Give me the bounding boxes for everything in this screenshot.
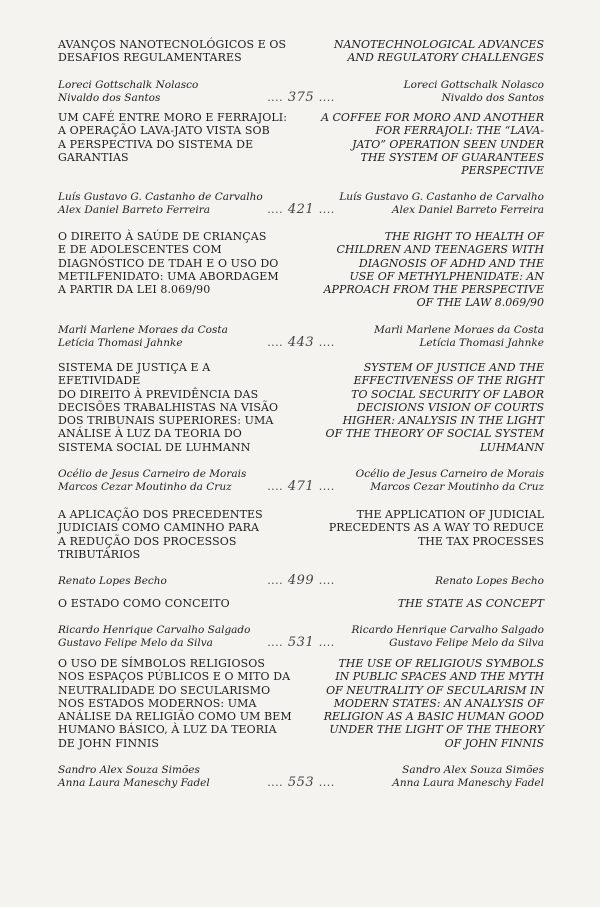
toc-entry [58, 657, 544, 790]
authors-english: Ricardo Henrique Carvalho Salgado Gustavo Felipe Melo da Silva [351, 624, 544, 650]
page-value: 375 [287, 89, 315, 105]
english-title: THE STATE AS CONCEPT [397, 597, 544, 610]
portuguese-title: A APLICAÇÃO DOS PRECEDENTES JUDICIAIS COMO CAMINHO PARA A REDUÇÃO DOS PROCESSOS TRIBUTÁRIOS [58, 508, 263, 561]
toc-entry [58, 230, 544, 350]
page-value: 471 [287, 479, 315, 495]
portuguese-title: UM CAFÉ ENTRE MORO E FERRAJOLI: A OPERAÇÃO LAVA-JATO VISTA SOB A PERSPECTIVA DO SISTEMA DE GARANTIAS [58, 111, 288, 164]
page-number [258, 90, 344, 105]
portuguese-title: AVANÇOS NANOTECNOLÓGICOS E OS DESAFIOS REGULAMENTARES [58, 38, 287, 65]
leader-dots: .... [267, 335, 284, 349]
leader-dots: .... [267, 574, 284, 588]
leader-dots: .... [267, 90, 284, 104]
english-title: THE APPLICATION OF JUDICIAL PRECEDENTS AS A WAY TO REDUCE THE TAX PROCESSES [328, 508, 544, 548]
english-title: SYSTEM OF JUSTICE AND THE EFFECTIVENESS OF THE RIGHT TO SOCIAL SECURITY OF LABOR DECISIONS VISION OF COURTS HIGHER: ANALYSIS IN THE LIGHT OF THE THEORY OF SOCIAL SYSTEM LUHMANN [325, 361, 544, 454]
page-value: 421 [287, 202, 315, 218]
english-title: NANOTECHNOLOGICAL ADVANCES AND REGULATORY CHALLENGES [333, 38, 544, 65]
page-value: 553 [287, 775, 315, 791]
toc-entry [58, 111, 544, 217]
page-number [258, 775, 344, 790]
toc-entry [58, 508, 544, 588]
page-number [258, 479, 344, 494]
authors-english: Sandro Alex Souza Simões Anna Laura Maneschy Fadel [392, 764, 544, 790]
authors-portuguese: Ricardo Henrique Carvalho Salgado Gustavo Felipe Melo da Silva [58, 624, 251, 650]
authors-english: Océlio de Jesus Carneiro de Morais Marcos Cezar Moutinho da Cruz [355, 468, 544, 494]
leader-dots: .... [318, 203, 335, 217]
authors-english: Renato Lopes Becho [435, 575, 544, 588]
portuguese-title: O ESTADO COMO CONCEITO [58, 597, 230, 610]
authors-english: Luís Gustavo G. Castanho de Carvalho Alex Daniel Barreto Ferreira [339, 191, 544, 217]
page-value: 531 [287, 635, 315, 651]
english-title: THE USE OF RELIGIOUS SYMBOLS IN PUBLIC SPACES AND THE MYTH OF NEUTRALITY OF SECULARISM IN MODERN STATES: AN ANALYSIS OF RELIGION AS A BASIC HUMAN GOOD UNDER THE LIGHT OF THE THEORY OF JOHN FINNIS [323, 657, 544, 750]
leader-dots: .... [267, 776, 284, 790]
page-value: 499 [287, 573, 315, 589]
leader-dots: .... [318, 335, 335, 349]
authors-portuguese: Luís Gustavo G. Castanho de Carvalho Alex Daniel Barreto Ferreira [58, 191, 263, 217]
authors-english: Loreci Gottschalk Nolasco Nivaldo dos Santos [403, 78, 544, 104]
leader-dots: .... [267, 203, 284, 217]
leader-dots: .... [318, 574, 335, 588]
toc-entry [58, 38, 544, 105]
authors-portuguese: Océlio de Jesus Carneiro de Morais Marcos Cezar Moutinho da Cruz [58, 468, 247, 494]
authors-english: Marli Marlene Moraes da Costa Letícia Thomasi Jahnke [374, 323, 544, 349]
portuguese-title: SISTEMA DE JUSTIÇA E A EFETIVIDADE DO DIREITO À PREVIDÊNCIA DAS DECISÕES TRABALHISTAS NA VISÃO DOS TRIBUNAIS SUPERIORES: UMA ANÁLISE À LUZ DA TEORIA DO SISTEMA SOCIAL DE LUHMANN [58, 361, 279, 454]
leader-dots: .... [318, 776, 335, 790]
leader-dots: .... [318, 90, 335, 104]
authors-portuguese: Marli Marlene Moraes da Costa Letícia Thomasi Jahnke [58, 323, 228, 349]
page-number [258, 335, 344, 350]
page-number [258, 573, 344, 588]
portuguese-title: O DIREITO À SAÚDE DE CRIANÇAS E DE ADOLESCENTES COM DIAGNÓSTICO DE TDAH E O USO DO METILFENIDATO: UMA ABORDAGEM A PARTIR DA LEI 8.069/90 [58, 230, 279, 297]
page-value: 443 [287, 334, 315, 350]
portuguese-title: O USO DE SÍMBOLOS RELIGIOSOS NOS ESPAÇOS PÚBLICOS E O MITO DA NEUTRALIDADE DO SECULARISMO NOS ESTADOS MODERNOS: UMA ANÁLISE DA RELIGIÃO COMO UM BEM HUMANO BÁSICO, À LUZ DA TEORIA DE JOHN FINNIS [58, 657, 292, 750]
toc-entry [58, 597, 544, 650]
leader-dots: .... [267, 480, 284, 494]
authors-portuguese: Renato Lopes Becho [58, 575, 167, 588]
leader-dots: .... [318, 480, 335, 494]
page-number [258, 202, 344, 217]
toc-entry [58, 361, 544, 494]
leader-dots: .... [267, 636, 284, 650]
english-title: THE RIGHT TO HEALTH OF CHILDREN AND TEENAGERS WITH DIAGNOSIS OF ADHD AND THE USE OF METHYLPHENIDATE: AN APPROACH FROM THE PERSPECTIVE OF THE LAW 8.069/90 [323, 230, 544, 310]
authors-portuguese: Loreci Gottschalk Nolasco Nivaldo dos Santos [58, 78, 199, 104]
leader-dots: .... [318, 636, 335, 650]
authors-portuguese: Sandro Alex Souza Simões Anna Laura Maneschy Fadel [58, 764, 210, 790]
page-number [258, 635, 344, 650]
english-title: A COFFEE FOR MORO AND ANOTHER FOR FERRAJOLI: THE “LAVA- JATO” OPERATION SEEN UNDER THE SYSTEM OF GUARANTEES PERSPECTIVE [321, 111, 544, 178]
